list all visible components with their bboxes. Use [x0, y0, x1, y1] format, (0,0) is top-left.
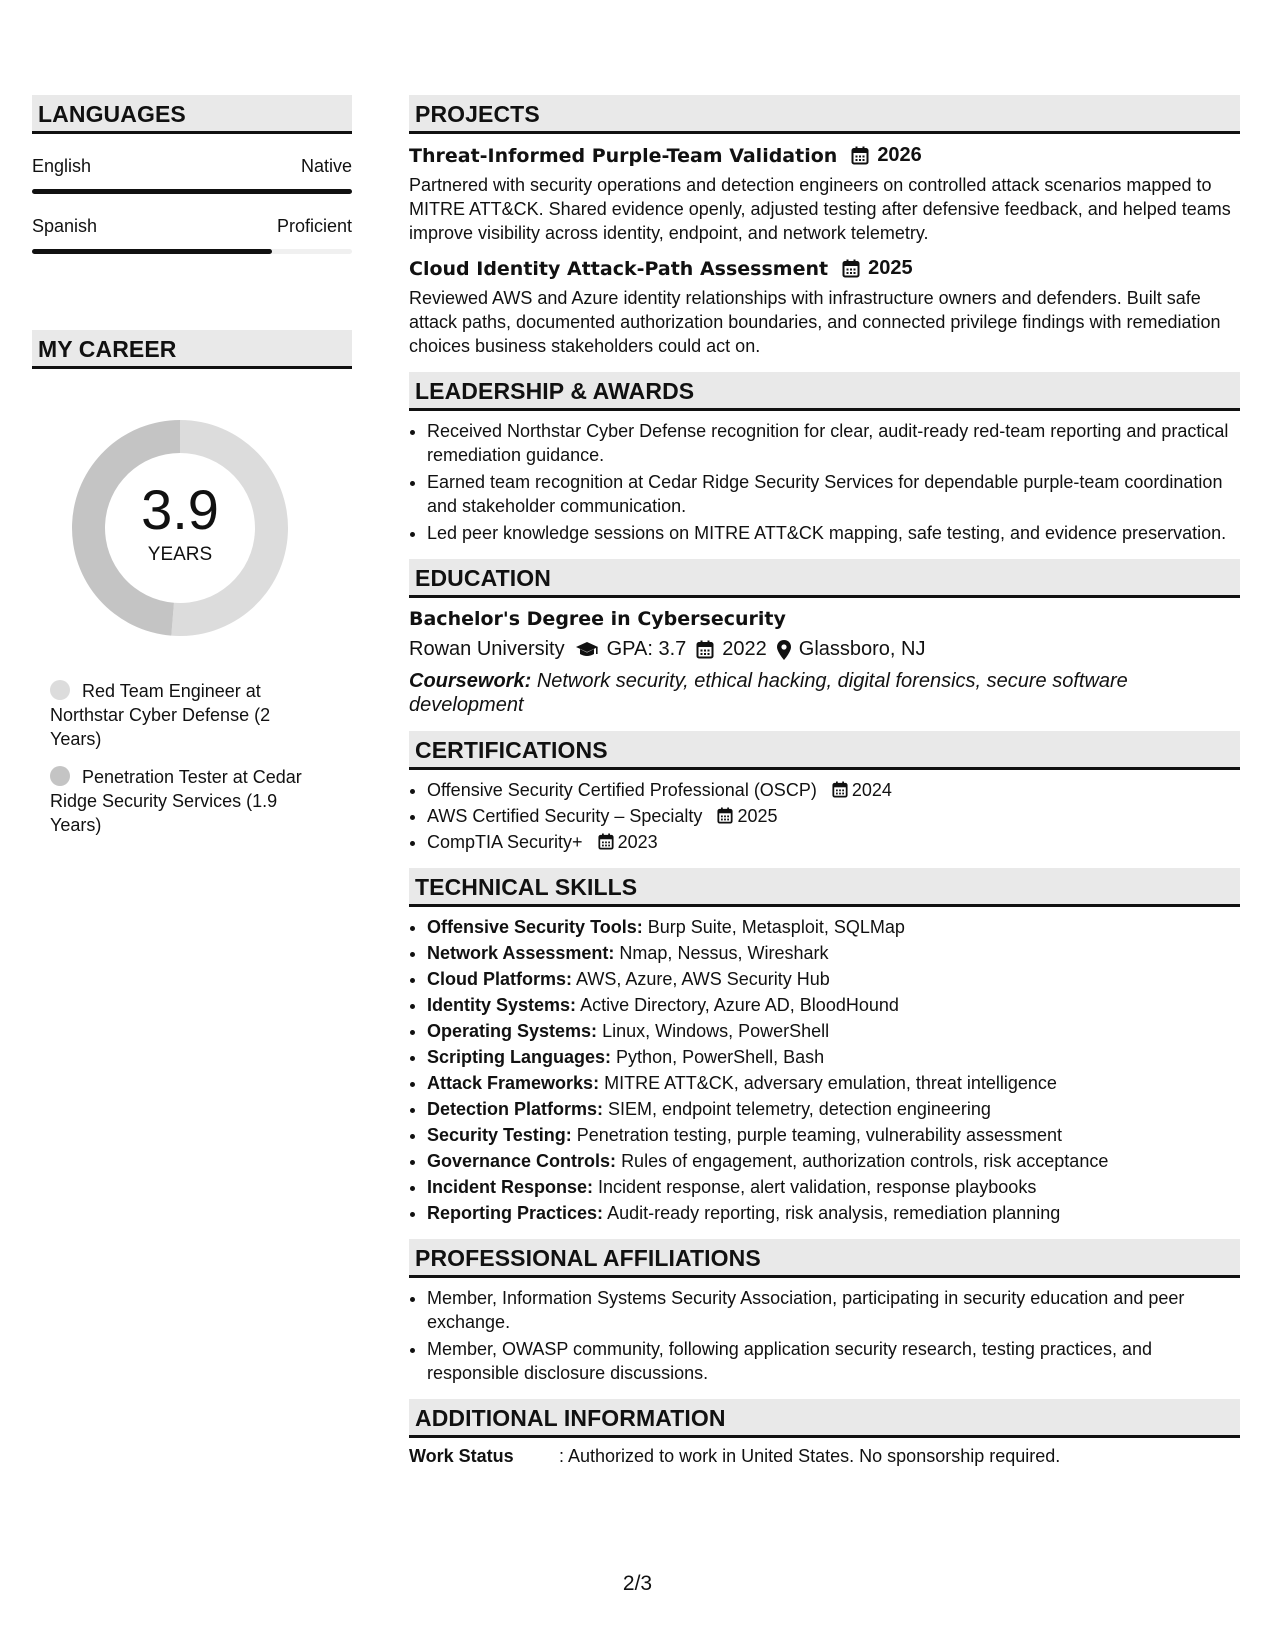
education-coursework	[409, 669, 1240, 717]
skill-value: Nmap, Nessus, Wireshark	[619, 943, 829, 963]
skill-label: Network Assessment:	[427, 943, 615, 963]
skill-value: Active Directory, Azure AD, BloodHound	[580, 995, 899, 1015]
education-gpa: GPA: 3.7	[606, 638, 687, 660]
calendar-icon	[842, 259, 860, 278]
education-year: 2022	[722, 638, 767, 660]
project-item	[409, 257, 1240, 358]
skill-value: Penetration testing, purple teaming, vulnerability assessment	[576, 1125, 1062, 1145]
languages-heading: LANGUAGES	[32, 95, 352, 134]
skill-label: Detection Platforms:	[427, 1099, 604, 1119]
certification-year: 2024	[851, 780, 892, 800]
education-school: Rowan University	[409, 638, 565, 660]
certifications-heading: CERTIFICATIONS	[409, 731, 1240, 770]
skill-value: Burp Suite, Metasploit, SQLMap	[647, 917, 905, 937]
skill-value: Python, PowerShell, Bash	[616, 1047, 825, 1067]
graduation-cap-icon	[575, 641, 599, 659]
skill-value: SIEM, endpoint telemetry, detection engineering	[608, 1099, 991, 1119]
language-name: English	[32, 156, 92, 176]
language-item	[32, 216, 352, 254]
skill-label: Reporting Practices:	[427, 1203, 604, 1223]
language-bar	[32, 189, 352, 194]
language-bar-fill	[32, 249, 272, 254]
skill-label: Cloud Platforms:	[427, 969, 573, 989]
skill-value: Incident response, alert validation, response playbooks	[598, 1177, 1037, 1197]
skill-label: Identity Systems:	[427, 995, 577, 1015]
page-number: 2/3	[622, 1572, 653, 1595]
list-item	[427, 993, 1240, 1017]
list-item: • Member, OWASP community, following application security research, testing practices, and responsible disclosure discussions.	[427, 1337, 1240, 1385]
legend-dot	[50, 766, 70, 786]
project-item	[409, 144, 1240, 245]
language-level: Native	[300, 156, 352, 176]
list-item	[427, 1097, 1240, 1121]
career-donut-chart	[65, 413, 295, 643]
skill-label: Offensive Security Tools:	[427, 917, 643, 937]
list-item: • Received Northstar Cyber Defense recognition for clear, audit-ready red-team reporting and practical remediation guidance.	[427, 419, 1240, 467]
skill-value: Rules of engagement, authorization controls, risk acceptance	[621, 1151, 1109, 1171]
list-item	[427, 1071, 1240, 1095]
affiliations-section	[409, 1239, 1240, 1385]
skill-label: Scripting Languages:	[427, 1047, 612, 1067]
leadership-heading: LEADERSHIP & AWARDS	[409, 372, 1240, 411]
skill-label: Governance Controls:	[427, 1151, 617, 1171]
projects-section	[409, 95, 1240, 358]
affiliations-heading: PROFESSIONAL AFFILIATIONS	[409, 1239, 1240, 1278]
language-level: Proficient	[276, 216, 352, 236]
map-pin-icon	[777, 640, 791, 660]
list-item	[427, 804, 1240, 828]
info-key: Work Status	[409, 1446, 514, 1466]
certifications-section	[409, 731, 1240, 854]
language-name: Spanish	[32, 216, 98, 236]
list-item	[427, 1149, 1240, 1173]
calendar-icon	[717, 807, 733, 824]
language-item	[32, 156, 352, 194]
skills-heading: TECHNICAL SKILLS	[409, 868, 1240, 907]
language-bar-fill	[32, 189, 352, 194]
career-legend-label: Penetration Tester at Cedar Ridge Security Services (1.9 Years)	[50, 767, 302, 835]
legend-dot	[50, 680, 70, 700]
career-years-unit: YEARS	[147, 544, 213, 565]
skill-label: Security Testing:	[427, 1125, 572, 1145]
coursework-label: Coursework:	[409, 670, 532, 692]
career-legend	[50, 679, 320, 837]
right-column	[409, 95, 1240, 1481]
project-year: 2025	[868, 257, 913, 279]
certification-year: 2025	[737, 806, 778, 826]
calendar-icon	[832, 781, 848, 798]
list-item	[427, 967, 1240, 991]
additional-section	[409, 1399, 1240, 1467]
project-year: 2026	[877, 144, 922, 166]
skill-value: MITRE ATT&CK, adversary emulation, threat intelligence	[604, 1073, 1057, 1093]
list-item	[427, 1019, 1240, 1043]
career-legend-item	[50, 679, 320, 751]
career-total-years: 3.9	[141, 478, 219, 541]
skill-value: Audit-ready reporting, risk analysis, remediation planning	[607, 1203, 1061, 1223]
skill-label: Attack Frameworks:	[427, 1073, 600, 1093]
education-degree: Bachelor's Degree in Cybersecurity	[409, 608, 786, 630]
list-item	[427, 830, 1240, 854]
skills-list	[409, 915, 1240, 1225]
skills-section	[409, 868, 1240, 1225]
list-item	[427, 1045, 1240, 1069]
calendar-icon	[851, 146, 869, 165]
affiliations-list	[409, 1286, 1240, 1385]
leadership-section	[409, 372, 1240, 545]
project-title: Threat-Informed Purple-Team Validation	[409, 144, 838, 167]
list-item	[427, 915, 1240, 939]
calendar-icon	[696, 640, 714, 659]
certification-name: AWS Certified Security – Specialty	[427, 806, 703, 826]
project-description: Reviewed AWS and Azure identity relationships with infrastructure owners and defenders. Built safe attack paths, documented authorization boundaries, and connected privilege findings with remediation choices business stakeholders could act on.	[409, 288, 1221, 356]
certification-name: Offensive Security Certified Professional (OSCP)	[427, 780, 817, 800]
education-section	[409, 559, 1240, 717]
coursework-text: Network security, ethical hacking, digital forensics, secure software development	[409, 670, 1128, 716]
list-item	[427, 778, 1240, 802]
leadership-list	[409, 419, 1240, 545]
career-legend-label: Red Team Engineer at Northstar Cyber Defense (2 Years)	[50, 681, 271, 749]
skill-value: AWS, Azure, AWS Security Hub	[576, 969, 830, 989]
list-item: • Led peer knowledge sessions on MITRE ATT&CK mapping, safe testing, and evidence preservation.	[427, 521, 1240, 545]
certifications-list	[409, 778, 1240, 854]
project-title: Cloud Identity Attack-Path Assessment	[409, 257, 829, 280]
list-item	[427, 1175, 1240, 1199]
list-item	[427, 1201, 1240, 1225]
education-location: Glassboro, NJ	[798, 638, 926, 660]
list-item: • Member, Information Systems Security Association, participating in security education and peer exchange.	[427, 1286, 1240, 1334]
info-value: : Authorized to work in United States. No sponsorship required.	[559, 1446, 1061, 1466]
education-heading: EDUCATION	[409, 559, 1240, 598]
list-item	[427, 1123, 1240, 1147]
project-description: Partnered with security operations and detection engineers on controlled attack scenarios mapped to MITRE ATT&CK. Shared evidence openly, adjusted testing after defensive feedback, and helped teams improve visibility across identity, endpoint, and network telemetry.	[409, 175, 1231, 243]
additional-heading: ADDITIONAL INFORMATION	[409, 1399, 1240, 1438]
calendar-icon	[598, 833, 614, 850]
career-legend-item	[50, 765, 320, 837]
certification-year: 2023	[617, 832, 658, 852]
certification-name: CompTIA Security+	[427, 832, 583, 852]
skill-label: Operating Systems:	[427, 1021, 598, 1041]
additional-info-row	[409, 1446, 1240, 1467]
skill-label: Incident Response:	[427, 1177, 594, 1197]
list-item	[427, 941, 1240, 965]
career-heading: MY CAREER	[32, 330, 352, 369]
skill-value: Linux, Windows, PowerShell	[602, 1021, 830, 1041]
projects-heading: PROJECTS	[409, 95, 1240, 134]
left-column	[32, 95, 352, 851]
language-bar	[32, 249, 352, 254]
list-item: • Earned team recognition at Cedar Ridge Security Services for dependable purple-team coordination and stakeholder communication.	[427, 470, 1240, 518]
